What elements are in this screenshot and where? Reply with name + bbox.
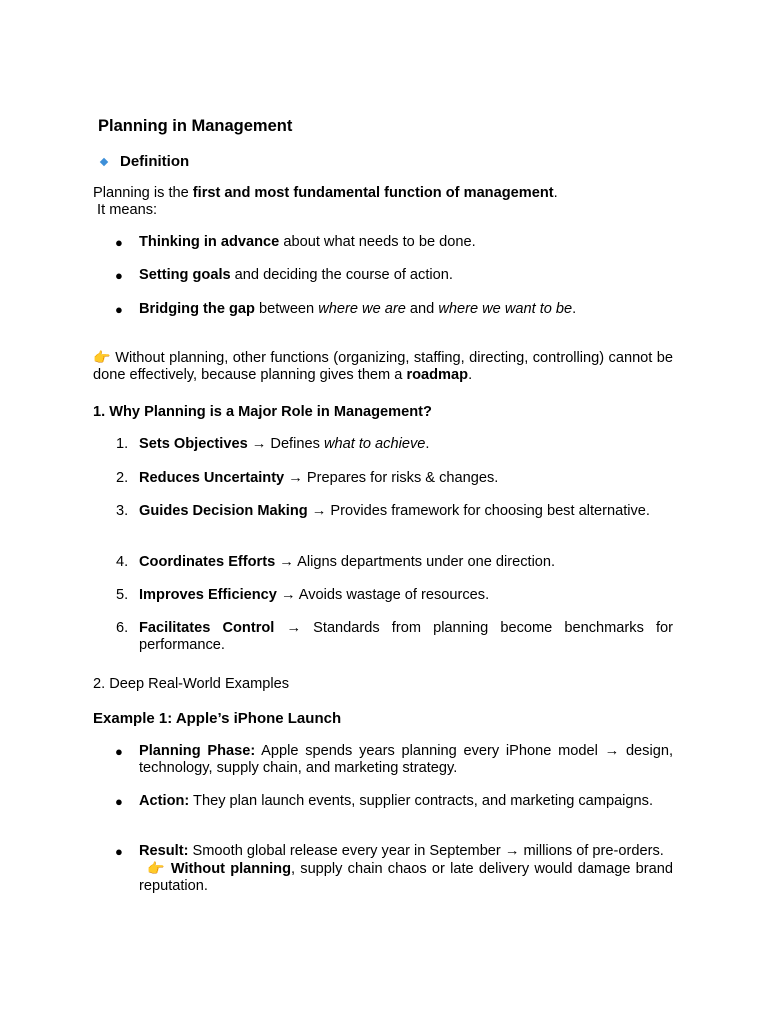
definition-intro: Planning is the first and most fundamental function of management. It means: xyxy=(93,185,558,218)
example-1-title: Example 1: Apple’s iPhone Launch xyxy=(93,710,342,727)
bullet-icon: ● xyxy=(115,844,123,859)
pointing-hand-icon: 👉 xyxy=(93,349,111,365)
bullet-icon: ● xyxy=(115,235,123,250)
definition-heading-text: Definition xyxy=(120,153,190,170)
bullet-icon: ● xyxy=(115,268,123,283)
bullet-icon: ● xyxy=(115,794,123,809)
bullet-icon: ● xyxy=(115,744,123,759)
definition-heading xyxy=(98,152,189,172)
why-heading: 1. Why Planning is a Major Role in Management? xyxy=(93,404,432,420)
examples-heading: 2. Deep Real-World Examples xyxy=(93,676,290,692)
pointing-hand-icon: 👉 xyxy=(147,860,166,876)
bullet-icon: ● xyxy=(115,302,123,317)
planning-note: 👉 Without planning, other functions (organizing, staffing, directing, controlling) cannot be done effectively, because planning gives them a roadmap. xyxy=(93,349,673,383)
blue-diamond-icon xyxy=(100,158,108,166)
page-title: Planning in Management xyxy=(98,117,293,135)
